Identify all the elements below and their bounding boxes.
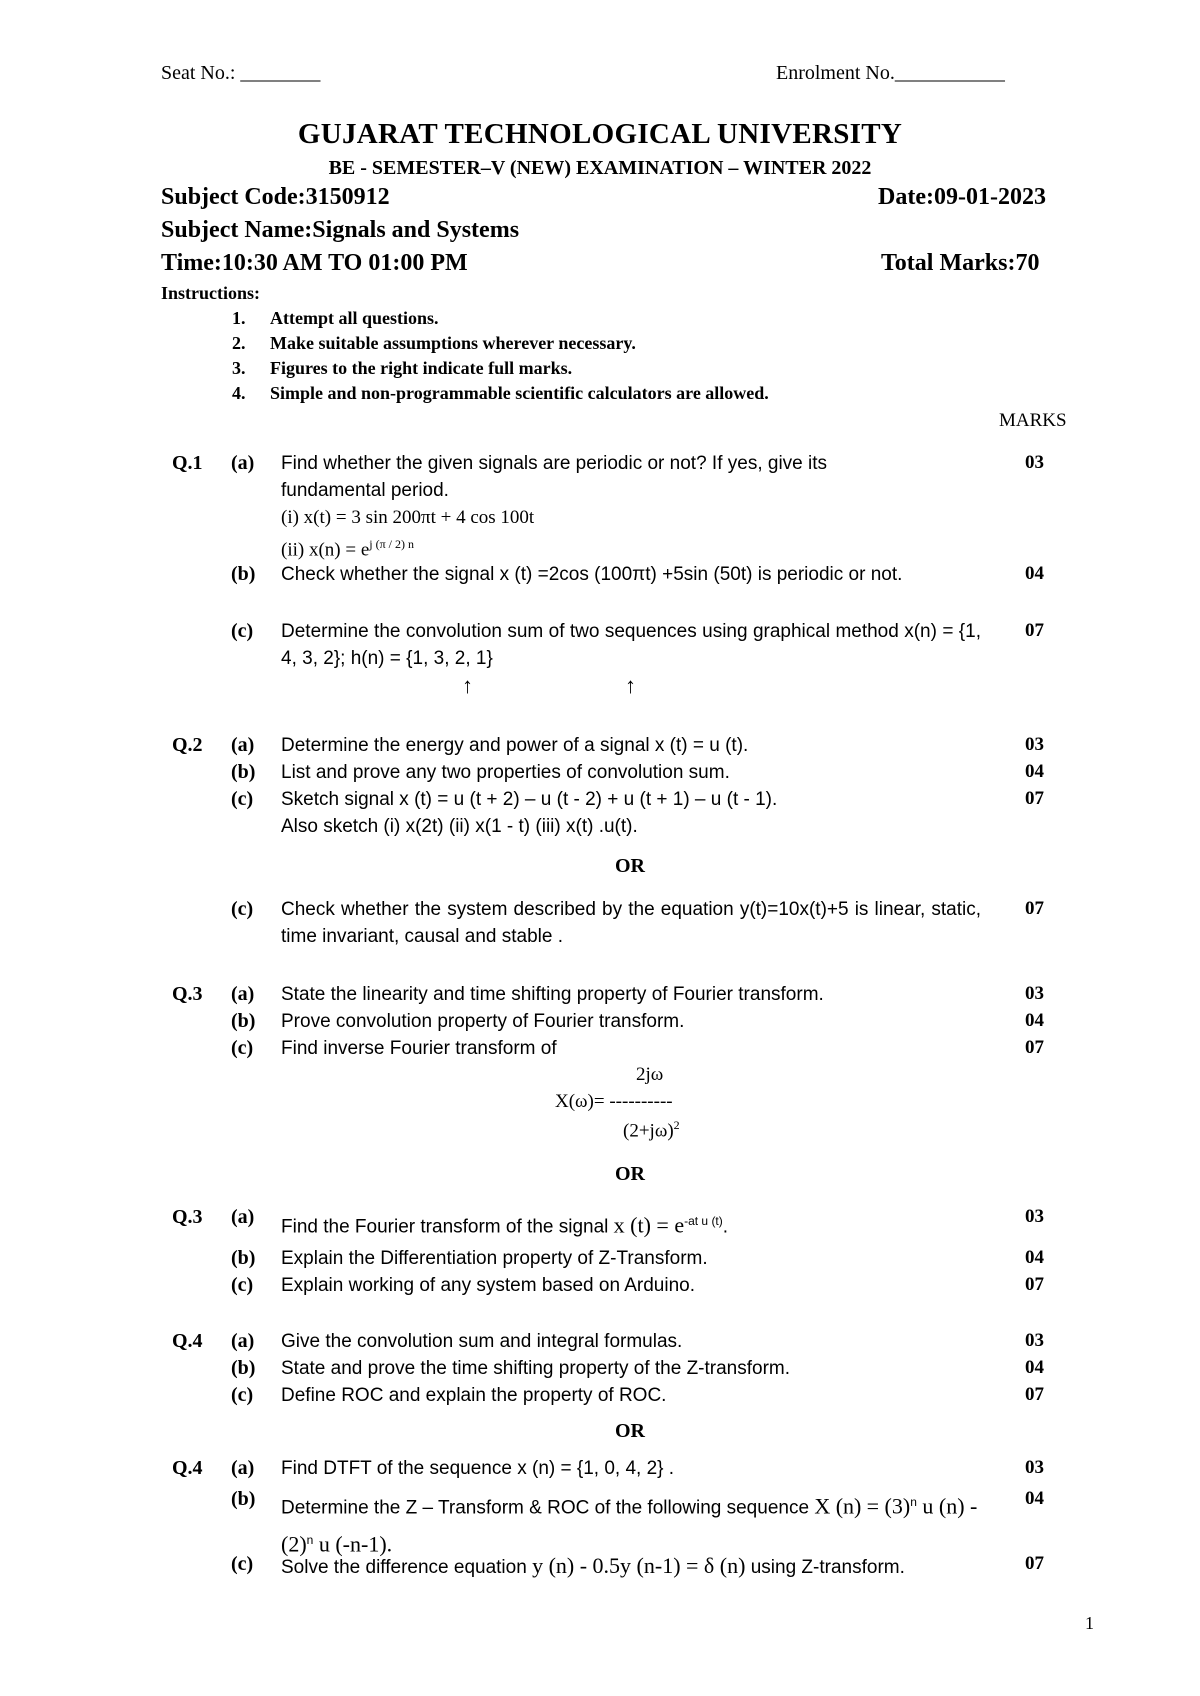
question-label: Q.1 — [172, 452, 203, 474]
question-marks: 04 — [1025, 1010, 1044, 1031]
or-separator: OR — [615, 855, 645, 877]
question-marks: 03 — [1025, 1206, 1044, 1227]
subquestion-label: (a) — [231, 1457, 255, 1479]
question-marks: 04 — [1025, 761, 1044, 782]
subquestion-label: (c) — [231, 898, 254, 920]
question-text: List and prove any two properties of convolution sum. — [281, 762, 730, 783]
question-text: Explain the Differentiation property of Z-Transform. — [281, 1248, 708, 1269]
subquestion-label: (a) — [231, 452, 255, 474]
subject-name: Subject Name:Signals and Systems — [161, 217, 520, 243]
enrolment-no: Enrolment No.___________ — [776, 62, 1005, 84]
question-text: Give the convolution sum and integral formulas. — [281, 1331, 683, 1352]
subquestion-label: (c) — [231, 1274, 254, 1296]
question-marks: 07 — [1025, 898, 1044, 919]
question-marks: 03 — [1025, 452, 1044, 473]
subquestion-label: (c) — [231, 1553, 254, 1575]
subquestion-label: (c) — [231, 620, 254, 642]
question-text: State the linearity and time shifting property of Fourier transform. — [281, 984, 824, 1005]
question-text: Prove convolution property of Fourier transform. — [281, 1011, 685, 1032]
subquestion-label: (a) — [231, 983, 255, 1005]
exam-time: Time:10:30 AM TO 01:00 PM — [161, 250, 468, 276]
question-marks: 04 — [1025, 1357, 1044, 1378]
question-text: Solve the difference equation y (n) - 0.5y (n-1) = δ (n) using Z-transform. — [281, 1553, 905, 1578]
total-marks: Total Marks:70 — [881, 250, 1040, 276]
exam-title: BE - SEMESTER–V (NEW) EXAMINATION – WINTER 2022 — [328, 157, 872, 179]
question-marks: 07 — [1025, 620, 1044, 641]
subquestion-label: (b) — [231, 1488, 256, 1510]
question-marks: 03 — [1025, 1330, 1044, 1351]
instruction-item: 1. Attempt all questions. — [232, 308, 439, 328]
origin-arrow-h: ↑ — [625, 673, 636, 698]
question-label: Q.4 — [172, 1330, 203, 1352]
or-separator: OR — [615, 1163, 645, 1185]
subquestion-label: (a) — [231, 1330, 255, 1352]
subquestion-label: (b) — [231, 761, 256, 783]
question-text: Define ROC and explain the property of ROC. — [281, 1385, 667, 1406]
question-text: Determine the convolution sum of two sequences using graphical method x(n) = {1, 4, 3, 2}; h(n) = {1, 3, 2, 1} — [281, 621, 981, 669]
question-marks: 04 — [1025, 563, 1044, 584]
question-label: Q.3 — [172, 983, 203, 1005]
or-separator: OR — [615, 1420, 645, 1442]
subquestion-label: (b) — [231, 1247, 256, 1269]
marks-column-header: MARKS — [999, 410, 1067, 431]
question-text: Find DTFT of the sequence x (n) = {1, 0, 4, 2} . — [281, 1458, 675, 1479]
question-marks: 07 — [1025, 788, 1044, 809]
subquestion-label: (b) — [231, 1357, 256, 1379]
question-marks: 03 — [1025, 983, 1044, 1004]
question-text: Explain working of any system based on Arduino. — [281, 1275, 696, 1296]
subquestion-label: (c) — [231, 788, 254, 810]
fraction-denominator: $(2+j\omega)^2$ — [623, 1118, 680, 1142]
origin-arrow-x: ↑ — [462, 673, 473, 698]
question-marks: 04 — [1025, 1247, 1044, 1268]
question-marks: 03 — [1025, 1457, 1044, 1478]
question-label: Q.3 — [172, 1206, 203, 1228]
question-marks: 07 — [1025, 1553, 1044, 1574]
subquestion-label: (a) — [231, 1206, 255, 1228]
page-number: 1 — [1085, 1613, 1094, 1633]
university-title: GUJARAT TECHNOLOGICAL UNIVERSITY — [297, 118, 903, 150]
question-marks: 07 — [1025, 1274, 1044, 1295]
instruction-item: 4. Simple and non-programmable scientific calculators are allowed. — [232, 383, 769, 403]
instruction-item: 2. Make suitable assumptions wherever necessary. — [232, 333, 636, 353]
question-marks: 04 — [1025, 1488, 1044, 1509]
question-text: Check whether the signal x (t) =2cos (100πt) +5sin (50t) is periodic or not. — [281, 564, 903, 585]
subquestion-label: (b) — [231, 563, 256, 585]
question-text: Sketch signal x (t) = u (t + 2) – u (t - 2) + u (t + 1) – u (t - 1). Also sketch (i) x(2t) (ii) x(1 - t) (iii) x(t) .u(t). — [281, 789, 778, 837]
instruction-item: 3. Figures to the right indicate full marks. — [232, 358, 573, 378]
question-text: Check whether the system described by the equation y(t)=10x(t)+5 is linear, static, time invariant, causal and stable . — [281, 899, 981, 947]
question-text: Determine the Z – Transform & ROC of the following sequence X $(n) = (3)^n$ u $(n) - (2)^n$ u (-n-1). — [281, 1493, 978, 1557]
question-marks: 07 — [1025, 1384, 1044, 1405]
question-marks: 07 — [1025, 1037, 1044, 1058]
seat-no: Seat No.: ________ — [161, 62, 321, 84]
question-text: State and prove the time shifting property of the Z-transform. — [281, 1358, 791, 1379]
fraction-lhs: X(ω)= ---------- — [555, 1091, 673, 1112]
question-text: Find inverse Fourier transform of — [281, 1038, 557, 1059]
question-text: Find whether the given signals are periodic or not? If yes, give its fundamental period. (i) x(t) = 3 sin 200πt + 4 cos 100t (ii) $x(n) = e^{j (\pi / 2) n}$ — [281, 453, 828, 561]
question-text: Determine the energy and power of a signal x (t) = u (t). — [281, 735, 749, 756]
subquestion-label: (a) — [231, 734, 255, 756]
subquestion-label: (c) — [231, 1384, 254, 1406]
question-label: Q.4 — [172, 1457, 203, 1479]
question-marks: 03 — [1025, 734, 1044, 755]
question-text: Find the Fourier transform of the signal x $(t) = e^{-at u (t)}$. — [281, 1212, 729, 1238]
instructions-title: Instructions: — [161, 283, 261, 303]
subquestion-label: (b) — [231, 1010, 256, 1032]
fraction-numerator: 2jω — [636, 1064, 664, 1085]
question-label: Q.2 — [172, 734, 203, 756]
subquestion-label: (c) — [231, 1037, 254, 1059]
subject-code: Subject Code:3150912 — [161, 184, 390, 210]
exam-date: Date:09-01-2023 — [878, 184, 1046, 210]
